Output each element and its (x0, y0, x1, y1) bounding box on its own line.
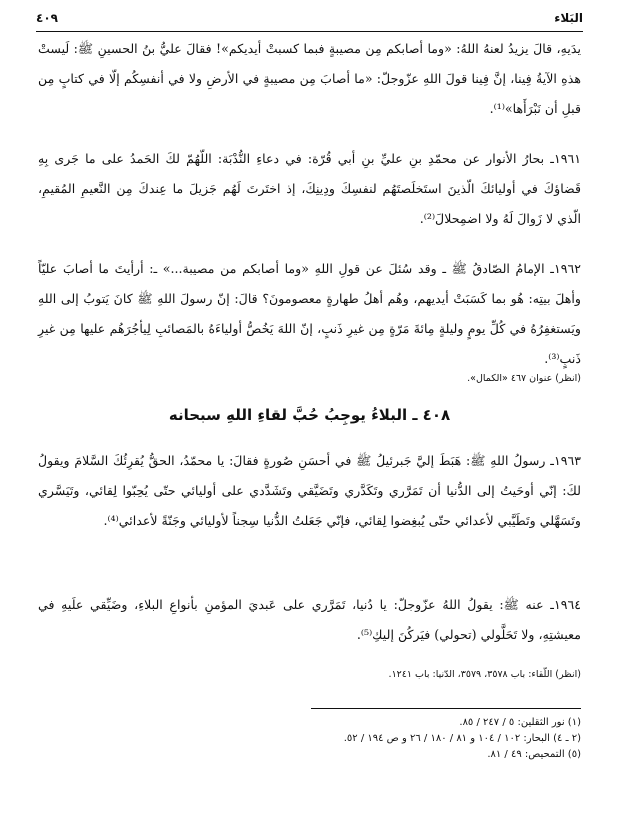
footnote-divider (311, 708, 581, 709)
hadith-1963: ١٩٦٣ـ رسولُ اللهِ ﷺ: هَبَطَ إليَّ جَبرئيلُ ﷺ في أحسَنِ صُورةٍ فقالَ: يا محمّدُ، الحقُّ يُقرِئُكَ السَّلامَ ويقولُ لكَ: إنّي أوحَيتُ إلى الدُّنيا أن تَمَرَّري وتَكَدَّري وتَضَيَّقي وتَشَدَّدي على أوليائي حتّى يُحِبّوا لِقائي، وتَيَسَّري وتَسَهَّلي وتَطَيَّبي لأعدائي حتّى يُبغِضوا لِقائي، فإنّي جَعَلتُ الدُّنيا سِجناً لأوليائي وجَنّةً لأعدائي⁽⁴⁾. (38, 453, 581, 528)
hadith-1962: ١٩٦٢ـ الإمامُ الصّادقُ ﷺ ـ وقد سُئلَ عن قولِ اللهِ «وما أصابكم من مصيبة...» ـ: أرأيتَ ما أصابَ عليّاً وأهلَ بيتِه: هُو بما كَسَبَتْ أيديهم، وهُم أهلُ طهارةٍ معصومونَ؟ قالَ: إنّ رسولَ اللهِ ﷺ كانَ يَتوبُ إلى اللهِ ويَستغفِرُهُ في كُلِّ يومٍ وليلةٍ مِائةَ مَرّةٍ مِن غيرِ ذَنبٍ، إنّ اللهَ يَخُصُّ أولياءَهُ بالمَصائبِ لِيأجُرَهُم عليها مِن غيرِ ذَنبٍ⁽³⁾. (38, 261, 581, 366)
paragraph-continuation: يدَيهِ، قالَ يزيدُ لعنهُ اللهُ: «وما أصابكم مِن مصيبةٍ فبما كسبتْ أيديكم»! فقالَ عليُّ بنُ الحسينِ ﷺ: لَيستْ هذهِ الآيةُ فِينا، إنَّ فِينا قولَ اللهِ عزّوجلّ: «ما أصابَ مِن مصيبةٍ في الأرضِ ولا في أنفسِكُم إلّا في كتابٍ مِن قبلِ أن نَبْرَأَها»⁽¹⁾. (38, 41, 581, 116)
page-number: ٤٠٩ (36, 11, 58, 25)
running-header-title: البَلاء (554, 11, 583, 25)
footnotes-list (38, 715, 581, 763)
cross-reference-note: (انظر) اللّقاء: باب ٣٥٧٨، ٣٥٧٩، الدّنيا: باب ١٢٤١. (388, 669, 581, 680)
hadith-1964: ١٩٦٤ـ عنه ﷺ: يقولُ اللهُ عزّوجلّ: يا دُنيا، تَمَرَّري على عَبديَ المؤمنِ بأنواعِ البلاءِ، وضَيِّقي علَيهِ في معيشتِهِ، ولا تَحَلَّولي (تحولي) فيَركُنَ إليكِ⁽⁵⁾. (38, 597, 581, 642)
header-rule (36, 31, 583, 32)
running-header (36, 8, 583, 28)
footnote: (٢ ـ ٤) البحار: ١٠٢ / ١٠٤ و ٨١ / ١٨٠ / ٢٦ و ص ١٩٤ / ٥٢. (343, 733, 581, 744)
hadith-1961: ١٩٦١ـ بحارُ الأنوار عن محمّدِ بنِ عليِّ بنِ أبي قُرّة: في دعاءِ النُّدْبَة: اللّهُمّ لكَ الحَمدُ على ما جَرى بِهِ قَضاؤكَ في أوليائكَ الّذينَ استَخلَصتَهُم لنفسِكَ ودِينِكَ، إذ اختَرتَ لَهُم جَزيلَ ما عِندكَ مِن النَّعيمِ المُقيمِ، الّذي لا زَوالَ لَهُ ولا اضمِحلالَ⁽²⁾. (38, 151, 581, 226)
cross-reference-note: (انظر) عنوان ٤٦٧ «الكمال». (467, 373, 581, 384)
footnote: (٥) التمحيص: ٤٩ / ٨١. (487, 749, 581, 760)
footnote: (١) نور الثقلين: ٥ / ٢٤٧ / ٨٥. (459, 717, 581, 728)
section-title: ٤٠٨ ـ البلاءُ يوجِبُ حُبَّ لقاءِ اللهِ سبحانه (168, 406, 451, 424)
